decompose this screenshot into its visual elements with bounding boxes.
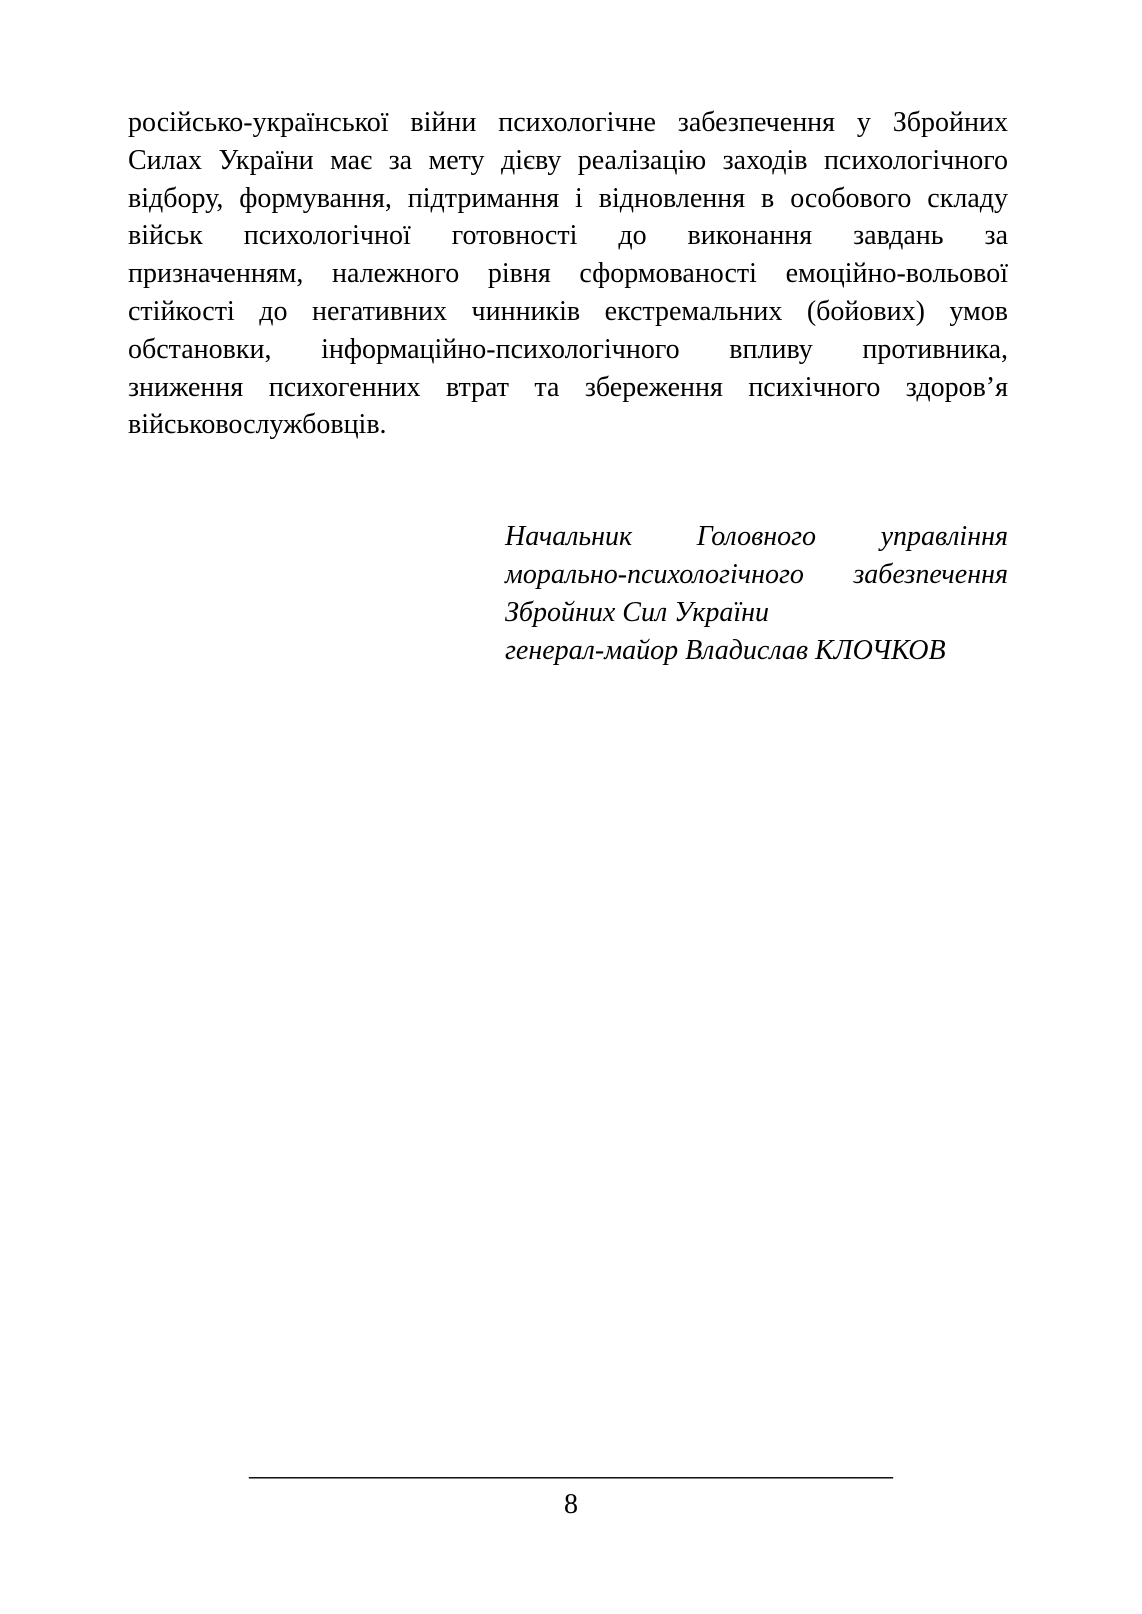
footer-rule: ______________________________________________ bbox=[249, 1451, 893, 1482]
paragraph-line: військовослужбовців. bbox=[128, 409, 387, 441]
paragraph-line: військ психологічної готовності до виконання завдань за bbox=[128, 220, 1008, 252]
signature-org-line: Збройних Сил України bbox=[505, 596, 770, 628]
paragraph-line: обстановки, інформаційно-психологічного впливу противника, bbox=[128, 333, 1008, 365]
paragraph-line: відбору, формування, підтримання і відновлення в особового складу bbox=[128, 182, 1008, 214]
body-paragraph bbox=[128, 104, 1008, 444]
page-content bbox=[128, 104, 1008, 669]
paragraph-line: Силах України має за мету дієву реалізацію заходів психологічного bbox=[128, 144, 1008, 176]
paragraph-line: призначенням, належного рівня сформованості емоційно-вольової bbox=[128, 258, 1008, 290]
paragraph-line: російсько-української війни психологічне забезпечення у Збройних bbox=[128, 107, 1008, 138]
paragraph-line: зниження психогенних втрат та збереження психічного здоров’я bbox=[128, 371, 1008, 403]
page-number: 8 bbox=[564, 1489, 578, 1520]
page-footer bbox=[0, 1448, 1142, 1524]
paragraph-line: стійкості до негативних чинників екстремальних (бойових) умов bbox=[128, 295, 1008, 327]
signature-title-line: Начальник Головного управління bbox=[505, 521, 1008, 553]
signature-block bbox=[505, 518, 1008, 669]
signature-title-line: морально-психологічного забезпечення bbox=[505, 558, 1008, 590]
signature-name-line: генерал-майор Владислав КЛОЧКОВ bbox=[505, 634, 946, 666]
